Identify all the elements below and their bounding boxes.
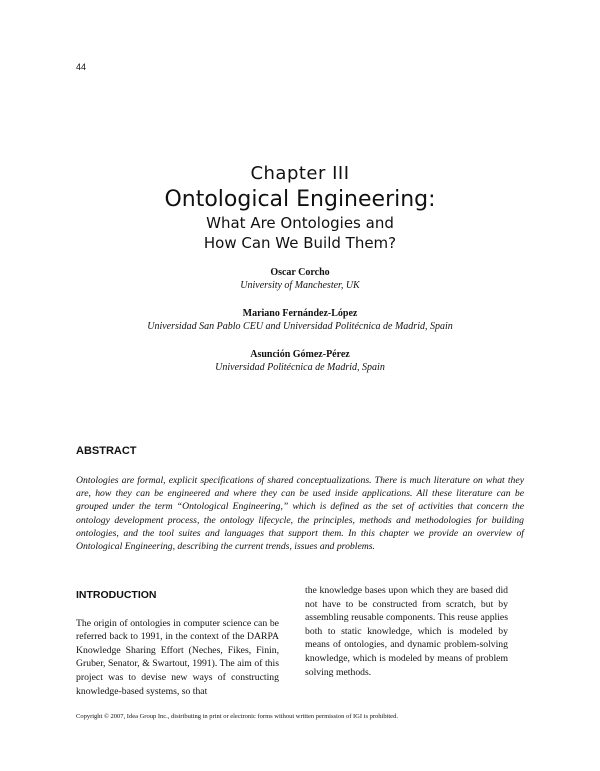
chapter-subtitle-line-1: What Are Ontologies and (206, 214, 394, 232)
abstract-text: Ontologies are formal, explicit specifications of shared conceptualizations. There is much literature on what they are, how they can be engineered and where they can be used inside applications. All these literature can be grouped under the term “Ontological Engineering,” which is defined as the set of activities that concern the ontology development process, the ontology lifecycle, the principles, methods and methodologies for building ontologies, and the tool suites and languages that support them. In this chapter we provide an overview of Ontological Engineering, describing the current trends, issues and problems. (76, 475, 524, 553)
author-list (0, 266, 600, 389)
chapter-label: Chapter III (250, 163, 350, 184)
chapter-title: Ontological Engineering: (164, 187, 436, 212)
introduction-heading: INTRODUCTION (76, 589, 157, 601)
author-affiliation: Universidad Politécnica de Madrid, Spain (215, 362, 385, 373)
author-name: Mariano Fernández-López (242, 308, 358, 319)
introduction-right-column (305, 584, 508, 679)
introduction-paragraph: The origin of ontologies in computer science can be referred back to 1991, in the context of the DARPA Knowledge Sharing Effort (Neches, Fikes, Finin, Gruber, Senator, & Swartout, 1991). The aim of this project was to devise new ways of constructing knowledge-based systems, so that (76, 617, 279, 697)
author-affiliation: Universidad San Pablo CEU and Universidad Politécnica de Madrid, Spain (147, 321, 453, 332)
author-name: Asunción Gómez-Pérez (250, 349, 350, 360)
author-block (0, 348, 600, 374)
chapter-heading (0, 163, 600, 253)
author-name: Oscar Corcho (270, 267, 330, 278)
author-block (0, 266, 600, 292)
page-number: 44 (76, 62, 87, 72)
introduction-left-column (76, 589, 279, 698)
author-block (0, 307, 600, 333)
author-affiliation: University of Manchester, UK (240, 280, 360, 291)
copyright-footer: Copyright © 2007, Idea Group Inc., distributing in print or electronic forms without written permission of IGI is prohibited. (76, 713, 398, 720)
chapter-subtitle-line-2: How Can We Build Them? (203, 234, 397, 252)
introduction-paragraph-continued: the knowledge bases upon which they are based did not have to be constructed from scratch, but by assembling reusable components. This reuse applies both to static knowledge, which is modeled by means of ontologies, and dynamic problem-solving knowledge, which is modeled by means of problem solving methods. (305, 585, 508, 678)
abstract-heading: ABSTRACT (76, 445, 137, 457)
